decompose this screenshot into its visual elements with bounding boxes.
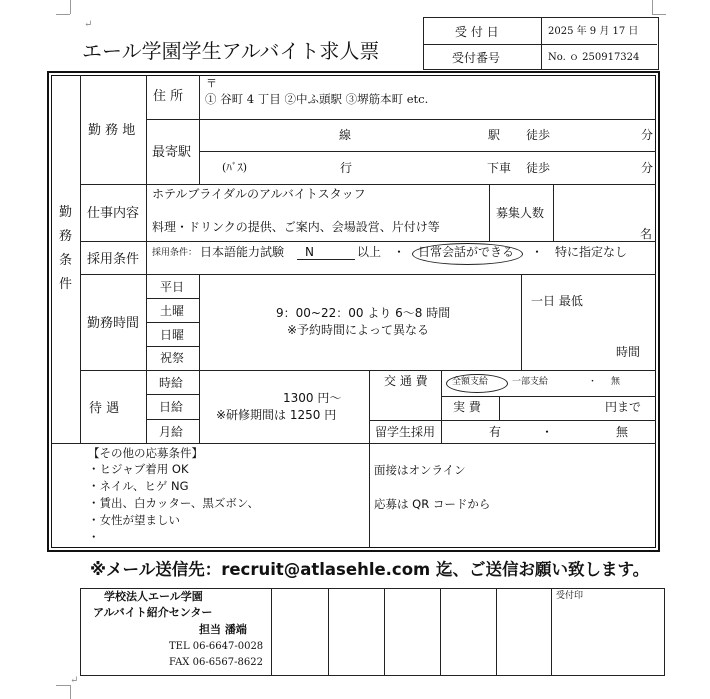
pay-label: 待 遇: [89, 401, 120, 416]
station-word: 駅: [488, 128, 501, 142]
fax: FAX 06-6567-8622: [169, 657, 263, 668]
job-content-label: 仕事内容: [87, 206, 140, 221]
daily-label: 日給: [159, 400, 184, 414]
line-word: 線: [339, 128, 352, 142]
hiring-conditions-label: 採用条件: [87, 252, 140, 267]
paragraph-mark: ↵: [84, 19, 93, 30]
actual-cost-label: 実 費: [453, 400, 481, 414]
other-right-item: 応募は QR コードから: [374, 497, 491, 511]
address-value: ① 谷町 4 丁目 ②中ふ頭駅 ③堺筋本町 etc.: [205, 92, 429, 106]
crop-mark: [56, 685, 70, 686]
other-condition-item: ・賃出、白カッター、黒ズボン、: [88, 496, 260, 510]
paragraph-mark: ↵: [70, 675, 79, 686]
separator-dot: ・: [588, 377, 598, 387]
job-title: ホテルブライダルのアルバイトスタッフ: [152, 187, 366, 201]
crop-mark: [652, 14, 666, 15]
day-sunday: 日曜: [160, 328, 185, 342]
minutes-word: 分: [641, 128, 654, 142]
recruit-count-unit: 名: [640, 227, 653, 241]
received-date-label: 受 付 日: [455, 25, 499, 39]
other-conditions-title: 【その他の応募条件】: [88, 446, 203, 460]
day-saturday: 土曜: [160, 304, 185, 318]
bound-word: 行: [340, 161, 353, 175]
hourly-label: 時給: [159, 376, 184, 390]
received-date-value: 2025 年 9 月 17 日: [548, 26, 639, 37]
bus-word: (ﾊﾞｽ): [222, 161, 248, 174]
minimum-hours-label: 一日 最低: [531, 294, 583, 308]
daily-conversation-option[interactable]: 日常会話ができる: [418, 245, 515, 259]
hiring-small-label: 採用条件：: [152, 248, 198, 258]
monthly-label: 月給: [159, 425, 184, 439]
get-off-word: 下車: [487, 161, 512, 175]
section-char: 務: [59, 229, 73, 244]
work-location-label: 勤 務 地: [88, 123, 136, 138]
walk-word-2: 徒歩: [526, 161, 551, 175]
intl-dot: ・: [541, 425, 554, 439]
minutes-word-2: 分: [641, 161, 654, 175]
transport-none-option[interactable]: 無: [611, 377, 621, 387]
section-char: 件: [59, 277, 73, 292]
hours-unit: 時間: [616, 345, 641, 359]
crop-mark: [56, 14, 70, 15]
other-condition-item: ・: [88, 530, 100, 544]
jlpt-level: N: [305, 245, 314, 259]
crop-mark: [652, 0, 653, 14]
intl-yes-option[interactable]: 有: [489, 425, 502, 439]
crop-mark: [70, 685, 71, 699]
telephone: TEL 06-6647-0028: [169, 641, 264, 652]
nearest-station-label: 最寄駅: [152, 145, 192, 160]
center-name: アルバイト紹介センター: [93, 606, 213, 619]
jlpt-suffix: 以上: [357, 245, 382, 259]
section-char: 勤: [59, 205, 73, 220]
stamp-label: 受付印: [556, 591, 584, 601]
transport-label: 交 通 費: [384, 374, 428, 388]
section-char: 条: [59, 253, 73, 268]
page-title: エール学園学生アルバイト求人票: [82, 39, 380, 63]
mail-instruction: ※メール送信先：recruit@atlasehle.com 迄、ご送信お願い致します。: [90, 560, 650, 579]
crop-mark: [70, 0, 71, 14]
address-label: 住 所: [153, 89, 184, 104]
contact-person: 担当 潘端: [199, 623, 247, 636]
training-note: ※研修期間は 1250 円: [216, 408, 337, 422]
job-detail: 料理・ドリンクの提供、ご案内、会場設営、片付け等: [152, 220, 440, 234]
bullet: ・: [393, 245, 406, 259]
receipt-no-label: 受付番号: [452, 51, 501, 65]
other-right-item: 面接はオンライン: [374, 463, 466, 477]
hourly-wage: 1300 円～: [283, 391, 342, 405]
transport-full-option[interactable]: 全額支給: [452, 377, 489, 387]
jlpt-prefix: 日本語能力試験: [200, 245, 285, 259]
postal-mark: 〒: [206, 77, 217, 90]
day-holiday: 祝祭: [160, 351, 185, 365]
other-condition-item: ・ネイル、ヒゲ NG: [88, 479, 189, 493]
school-name: 学校法人エール学園: [104, 590, 203, 603]
day-weekday: 平日: [160, 280, 185, 294]
intl-student-label: 留学生採用: [375, 425, 436, 439]
time-note: ※予約時間によって異なる: [287, 323, 430, 337]
time-range: 9：00~22：00 より 6～8 時間: [276, 306, 451, 320]
actual-cost-unit: 円まで: [605, 400, 642, 414]
other-condition-item: ・女性が望ましい: [88, 513, 180, 527]
intl-no-option[interactable]: 無: [616, 425, 629, 439]
transport-partial-option[interactable]: 一部支給: [512, 377, 549, 387]
working-hours-label: 勤務時間: [87, 316, 140, 331]
bullet: ・: [531, 245, 544, 259]
other-condition-item: ・ヒジャブ着用 OK: [88, 462, 189, 476]
no-requirement-option[interactable]: 特に指定なし: [555, 245, 628, 259]
recruit-count-label: 募集人数: [496, 206, 545, 220]
receipt-no-value: No. ｏ 250917324: [548, 52, 640, 63]
walk-word: 徒歩: [526, 128, 551, 142]
